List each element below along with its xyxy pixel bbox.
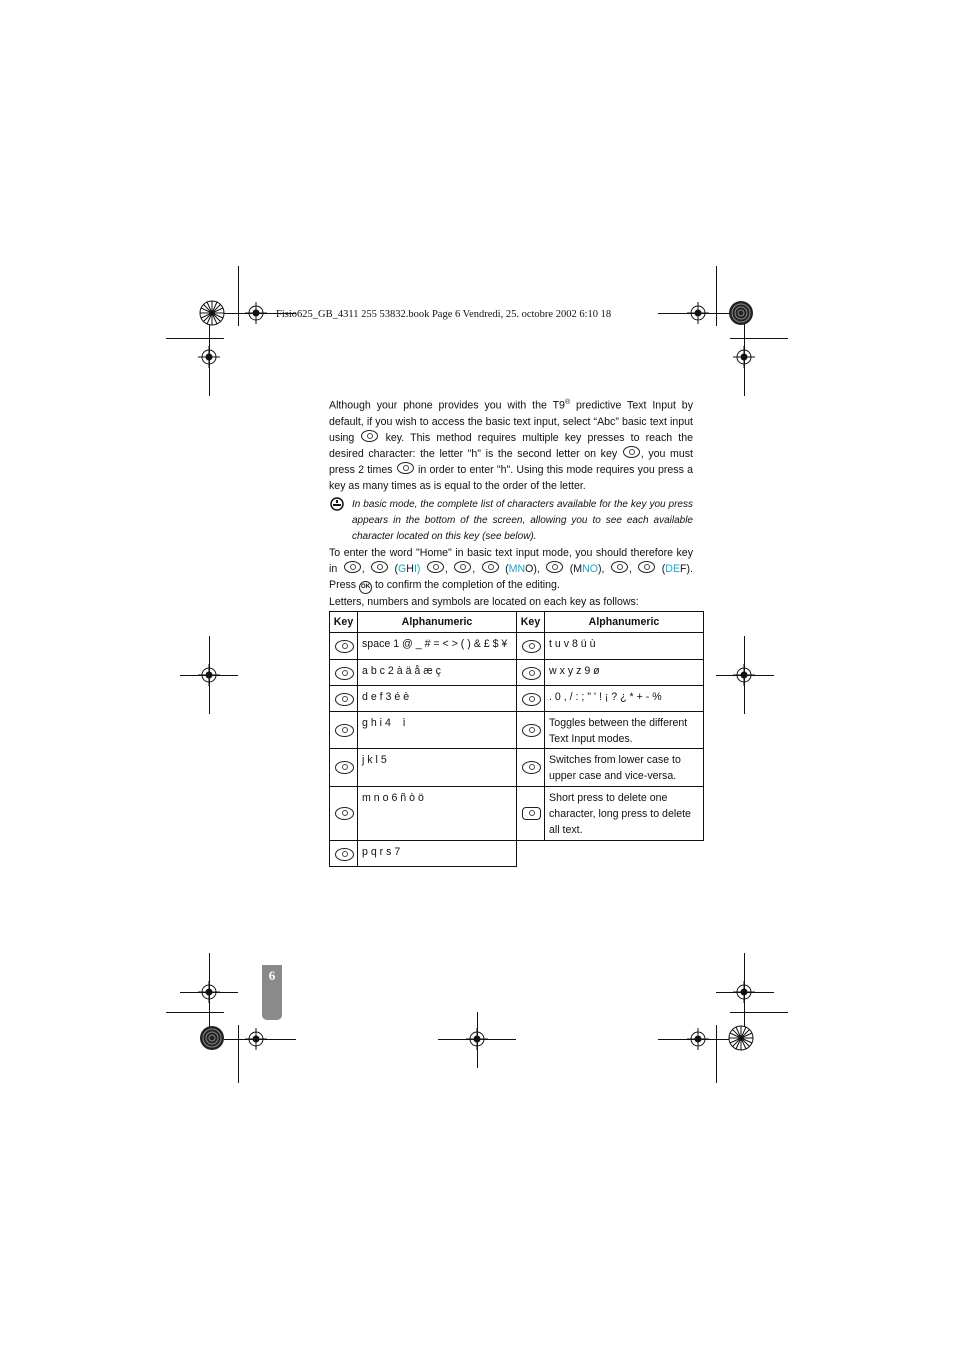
intro-paragraph: Although your phone provides you with the T9® predictive Text Input by default, if you wish to access the basic text input, select “Abc” basic text input using key. This method requires multiple key presses to reach the desired character: the letter "h" is the second letter on key , you must press 2 times in order to enter "h". Using this mode requires you press a key as many times as is equal to the order of the letter.: [329, 399, 693, 492]
7-key-icon: [335, 848, 354, 861]
header-alphanumeric: Alphanumeric: [358, 612, 517, 633]
crop-mark: [166, 338, 224, 339]
crop-mark: [730, 1012, 788, 1013]
table-header-row: [330, 612, 704, 633]
crop-mark: [180, 675, 238, 676]
crop-mark: [716, 675, 774, 676]
2-key-icon: [335, 667, 354, 680]
6-key-icon: [454, 561, 471, 573]
starburst-target-icon: [199, 300, 225, 326]
info-note: In basic mode, the complete list of characters available for the key you press appears in the bottom of the screen, allowing you to see each available character located on this key (see below).: [329, 497, 693, 545]
6-key-icon: [482, 561, 499, 573]
1-key-icon: [335, 640, 354, 653]
4-key-icon: [371, 561, 388, 573]
star-key-icon: [522, 724, 541, 737]
crop-mark: [716, 992, 774, 993]
5-key-icon: [335, 761, 354, 774]
6-key-icon: [427, 561, 444, 573]
crop-mark: [744, 318, 745, 396]
4-key-icon: [344, 561, 361, 573]
crop-mark: [477, 1012, 478, 1068]
page-content: [329, 395, 693, 610]
header-alphanumeric: Alphanumeric: [545, 612, 704, 633]
table-row: m n o 6 ñ ò ö Short press to delete one character, long press to delete all text.: [330, 787, 704, 841]
concentric-target-icon: [728, 300, 754, 326]
table-row: d e f 3 é è . 0 , / : ; " ' ! ¡ ? ¿ * + - %: [330, 686, 704, 712]
crop-mark: [238, 1025, 239, 1083]
page-number: 6: [268, 968, 276, 983]
table-intro: Letters, numbers and symbols are located on each key as follows:: [329, 595, 639, 608]
9-key-icon: [522, 667, 541, 680]
3-key-icon: [335, 693, 354, 706]
page-number-tab: [262, 965, 282, 1020]
header-key: Key: [330, 612, 358, 633]
crop-mark: [658, 313, 730, 314]
crop-mark: [238, 266, 239, 326]
key-character-table: [329, 611, 704, 867]
crop-mark: [658, 1039, 730, 1040]
3-key-icon: [611, 561, 628, 573]
home-example-paragraph: To enter the word "Home" in basic text input mode, you should therefore key in , (GHI) , , (MNO), (MNO), , (DEF). Press OK to confirm the completion of the editing.: [329, 545, 693, 594]
concentric-target-icon: [199, 1025, 225, 1051]
info-note-icon: [330, 497, 344, 511]
table-row: space 1 @ _ # = < > ( ) & £ $ ¥ t u v 8 ü ù: [330, 633, 704, 660]
table-row: a b c 2 à ä å æ ç w x y z 9 ø: [330, 660, 704, 686]
starburst-target-icon: [728, 1025, 754, 1051]
c-key-icon: [522, 807, 541, 820]
6-key-icon: [546, 561, 563, 573]
crop-mark: [224, 1039, 296, 1040]
0-key-icon: [522, 693, 541, 706]
4-key-icon: [397, 462, 414, 474]
3-key-icon: [638, 561, 655, 573]
4-key-icon: [623, 446, 640, 458]
print-header: Fisio625_GB_4311 255 53832.book Page 6 Vendredi, 25. octobre 2002 6:10 18: [276, 309, 612, 320]
8-key-icon: [522, 640, 541, 653]
ok-key-icon: OK: [359, 581, 372, 594]
crop-mark: [180, 992, 238, 993]
table-row: g h i 4 ì Toggles between the different Text Input modes.: [330, 712, 704, 749]
hash-key-icon: [522, 761, 541, 774]
header-key: Key: [517, 612, 545, 633]
crop-mark: [166, 1012, 224, 1013]
6-key-icon: [335, 807, 354, 820]
crop-mark: [730, 338, 788, 339]
crop-mark: [716, 266, 717, 326]
4-key-icon: [335, 724, 354, 737]
star-key-icon: [361, 430, 378, 442]
crop-mark: [716, 1025, 717, 1083]
crop-mark: [209, 318, 210, 396]
table-row: p q r s 7: [330, 841, 704, 867]
table-row: j k l 5 Switches from lower case to upper case and vice-versa.: [330, 749, 704, 787]
